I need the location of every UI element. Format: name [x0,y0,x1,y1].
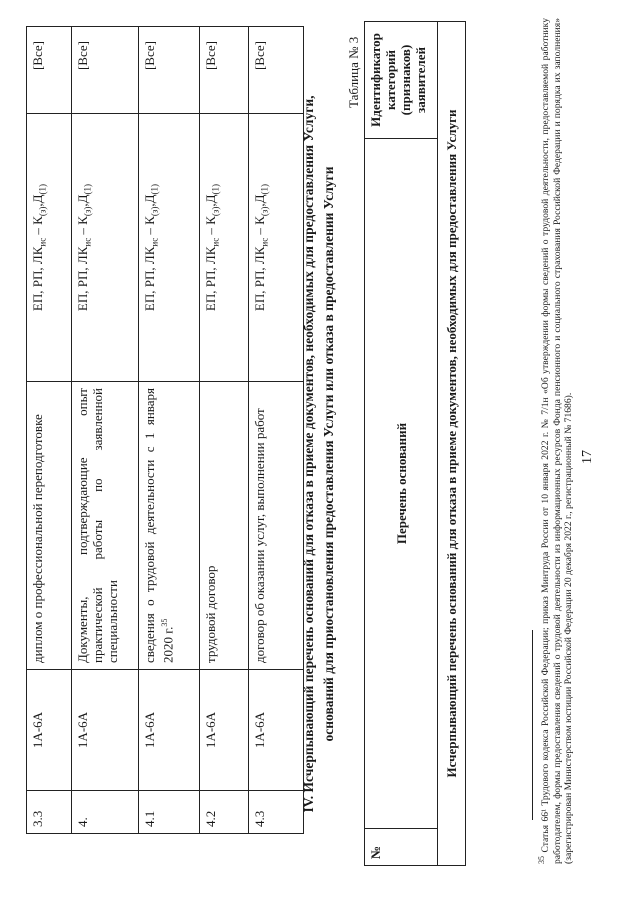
row-sources: ЕП, РП, $ЛК_{ис} - К_{(з)},Д_{(1)}$ [200,114,249,382]
footnote-mark: 35 [537,856,546,864]
row-number: 4.2 [200,791,249,834]
row-applicants: [Все] [249,27,304,114]
table-row [27,27,72,834]
row-document: сведения о трудовой деятельности с 1 января 2020 г.$^{35}$ [139,382,200,670]
table-row [72,27,139,834]
row-applicants: [Все] [200,27,249,114]
row-sources: ЕП, РП, $ЛК_{ис} - К_{(з)},Д_{(1)}$ [249,114,304,382]
row-document: договор об оказании услуг, выполнении работ [249,382,304,670]
table-row [139,27,200,834]
footnote [536,18,575,864]
row-document: Документы, подтверждающие опыт практической работы по заявленной специальности [72,382,139,670]
table-number: Таблица № 3 [346,36,361,108]
table-3-subheader: Исчерпывающий перечень оснований для отказа в приеме документов, необходимых для предоставления Услуги [438,22,466,866]
row-applicants: [Все] [72,27,139,114]
row-applicants: [Все] [27,27,72,114]
row-document: диплом о профессиональной переподготовке [27,382,72,670]
row-sources: ЕП, РП, $ЛК_{ис} - К_{(з)},Д_{(1)}$ [72,114,139,382]
table-3-subheader-row [438,22,466,866]
row-number: 3.3 [27,791,72,834]
section-title-line2: оснований для приостановления предоставления Услуги или отказа в предоставлении Услуги [321,166,336,742]
row-code: 1А-6А [200,670,249,791]
row-code: 1А-6А [249,670,304,791]
table-3 [364,21,466,866]
table-row [200,27,249,834]
row-code: 1А-6А [139,670,200,791]
header-identifier: Идентификатор категорий (признаков) заявителей [365,22,438,139]
row-number: 4. [72,791,139,834]
footnote-text: Статья 66¹ Трудового кодекса Российской Федерации; приказ Минтруда России от 10 января 2022 г. № 7/1н «Об утверждении формы сведений о трудовой деятельности, предоставляемой работнику работодателем, формы предоставления сведений о трудовой деятельности из информационных ресурсов Фонда пенсионного и социального страхования Российской Федерации и порядка их заполнения» (зарегистрирован Министерством юстиции Российской Федерации 20 декабря 2022 г., регистрационный № 71686). [540,18,575,864]
header-reasons: Перечень оснований [365,139,438,829]
row-number: 4.3 [249,791,304,834]
row-sources: ЕП, РП, $ЛК_{ис} - К_{(з)},Д_{(1)}$ [139,114,200,382]
row-number: 4.1 [139,791,200,834]
row-code: 1А-6А [72,670,139,791]
section-title-line1: IV. Исчерпывающий перечень оснований для отказа в приеме документов, необходимых для предоставления Услуги, [301,95,316,813]
footnote-divider [532,630,533,820]
header-num: № [365,829,438,866]
footnote-ref: 35 [160,618,169,627]
row-sources: ЕП, РП, $ЛК_{ис} - К_{(з)},Д_{(1)}$ [27,114,72,382]
page-number: 17 [580,450,595,464]
table-3-header-row [365,22,438,866]
row-applicants: [Все] [139,27,200,114]
row-document: трудовой договор [200,382,249,670]
table-row [249,27,304,834]
documents-table-continuation [26,26,304,834]
row-code: 1А-6А [27,670,72,791]
